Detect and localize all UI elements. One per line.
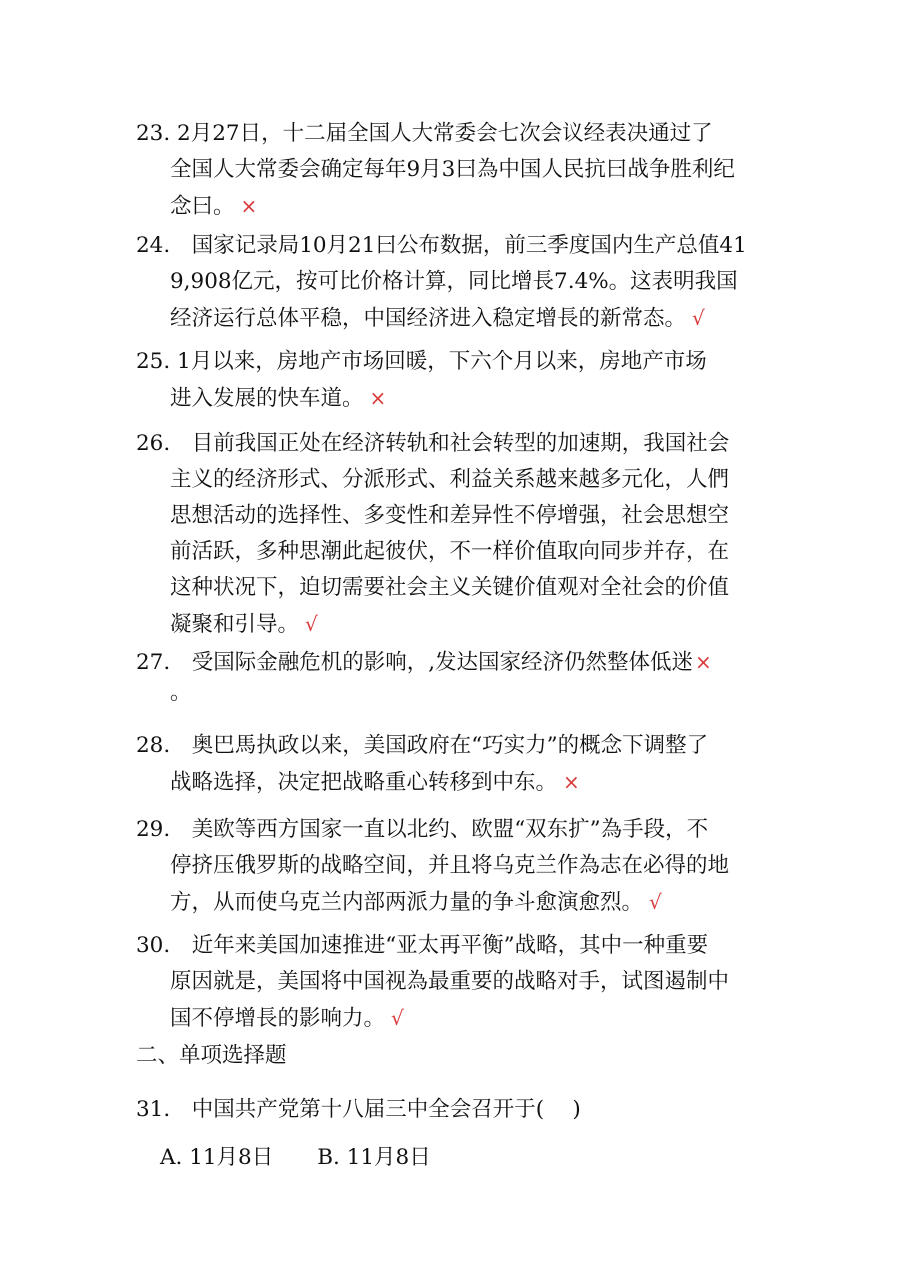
text-line: 。	[170, 680, 192, 705]
text-line: 30. 近年来美国加速推进“亚太再平衡”战略，其中一种重要	[136, 933, 709, 958]
check-mark-icon: √	[391, 1006, 404, 1030]
option-b[interactable]: B. 11月8日	[317, 1145, 431, 1170]
text-line: 26. 目前我国正处在经济转轨和社会转型的加速期，我国社会	[136, 431, 730, 456]
check-mark-icon: √	[305, 612, 318, 636]
statement-24	[136, 228, 776, 337]
statement-26	[136, 426, 776, 643]
text-line: 战略选择，决定把战略重心转移到中东。	[170, 770, 558, 795]
statement-27	[136, 644, 776, 705]
text-line: 24. 国家记录局10月21曰公布数据，前三季度国内生产总值41	[136, 233, 747, 258]
text-line: 9,908亿元，按可比价格计算，同比增長7.4%。这表明我国	[170, 269, 738, 294]
statement-25	[136, 344, 776, 417]
check-mark-icon: √	[649, 890, 662, 914]
check-mark-icon: √	[692, 306, 705, 330]
text-line: 念曰。	[170, 194, 235, 219]
text-line: 28. 奥巴馬执政以来，美国政府在“巧实力”的概念下调整了	[136, 733, 709, 758]
text-line: 23. 2月27日，十二届全国人大常委会七次会议经表决通过了	[136, 121, 713, 146]
statement-23	[136, 116, 776, 225]
answer-options	[160, 1140, 431, 1176]
text-line: 原因就是，美国将中国视為最重要的战略对手，试图遏制中	[170, 969, 730, 994]
question-31: 31. 中国共产党第十八届三中全会召开于( )	[136, 1097, 581, 1122]
text-line: 国不停增長的影响力。	[170, 1006, 386, 1031]
text-line: 前活跃，多种思潮此起彼伏，不一样价值取向同步并存，在	[170, 539, 730, 564]
text-line: 25. 1月以来，房地产市场回暖，下六个月以来，房地产市场	[136, 349, 707, 374]
text-line: 这种状况下，迫切需要社会主义关键价值观对全社会的价值	[170, 575, 730, 600]
text-line: 27. 受国际金融危机的影响，,发达国家经济仍然整体低迷	[136, 650, 694, 675]
text-line: 29. 美欧等西方国家一直以北约、欧盟“双东扩”為手段，不	[136, 817, 709, 842]
text-line: 思想活动的选择性、多变性和差异性不停增强，社会思想空	[170, 503, 730, 528]
section-title: 二、单项选择题	[136, 1043, 287, 1068]
statement-28	[136, 728, 776, 801]
cross-mark-icon: ×	[240, 194, 258, 218]
text-line: 主义的经济形式、分派形式、利益关系越来越多元化，人們	[170, 467, 730, 492]
text-line: 进入发展的快车道。	[170, 386, 364, 411]
option-a[interactable]: A. 11月8日	[160, 1145, 274, 1170]
text-line: 全国人大常委会确定每年9月3曰為中国人民抗曰战争胜利纪	[170, 157, 735, 182]
text-line: 停挤压俄罗斯的战略空间，并且将乌克兰作為志在必得的地	[170, 853, 730, 878]
cross-mark-icon: ×	[563, 770, 580, 794]
cross-mark-icon: ×	[369, 386, 387, 410]
text-line: 凝聚和引导。	[170, 612, 300, 637]
text-line: 方，从而使乌克兰内部两派力量的争斗愈演愈烈。	[170, 890, 644, 915]
statement-30	[136, 928, 776, 1037]
text-line: 经济运行总体平稳，中国经济进入稳定增長的新常态。	[170, 306, 687, 331]
statement-29	[136, 812, 776, 921]
cross-mark-icon: ×	[695, 650, 712, 674]
